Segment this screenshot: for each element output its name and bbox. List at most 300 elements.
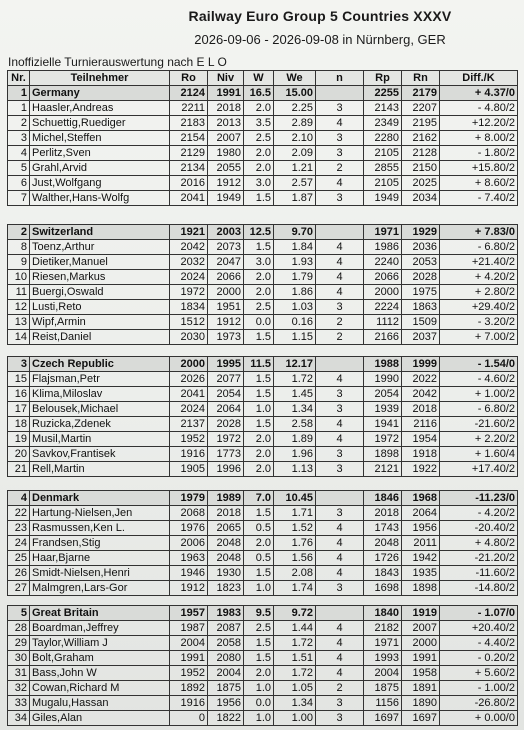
- player-level: 2000: [208, 285, 244, 300]
- player-score: 2.0: [244, 536, 274, 551]
- player-new-rating: 1935: [402, 566, 440, 581]
- player-name: Haar,Bjarne: [30, 551, 170, 566]
- player-level: 2058: [208, 636, 244, 651]
- player-expected: 1.71: [274, 506, 316, 521]
- player-games: 3: [316, 696, 364, 711]
- player-name: Toenz,Arthur: [30, 240, 170, 255]
- player-name: Just,Wolfgang: [30, 176, 170, 191]
- player-new-rating: 2042: [402, 387, 440, 402]
- player-level: 2055: [208, 161, 244, 176]
- player-rating: 1952: [170, 432, 208, 447]
- team-row: [8, 86, 518, 101]
- player-name: Belousek,Michael: [30, 402, 170, 417]
- player-number: 11: [8, 285, 30, 300]
- player-level: 2073: [208, 240, 244, 255]
- player-expected: 1.44: [274, 621, 316, 636]
- player-difference: +29.40/2: [440, 300, 518, 315]
- team-score: 12.5: [244, 225, 274, 240]
- player-level: 1912: [208, 315, 244, 330]
- player-name: Flajsman,Petr: [30, 372, 170, 387]
- team-table: [7, 356, 518, 477]
- player-rating: 2134: [170, 161, 208, 176]
- player-name: Malmgren,Lars-Gor: [30, 581, 170, 596]
- player-games: 3: [316, 402, 364, 417]
- player-row: [8, 330, 518, 345]
- player-row: [8, 240, 518, 255]
- player-performance: 2143: [364, 101, 402, 116]
- player-number: 27: [8, 581, 30, 596]
- player-row: [8, 146, 518, 161]
- player-performance: 2054: [364, 387, 402, 402]
- player-performance: 2066: [364, 270, 402, 285]
- player-row: [8, 681, 518, 696]
- player-performance: 1156: [364, 696, 402, 711]
- player-score: 1.5: [244, 417, 274, 432]
- player-row: [8, 300, 518, 315]
- player-expected: 1.00: [274, 711, 316, 726]
- player-row: [8, 176, 518, 191]
- player-performance: 1986: [364, 240, 402, 255]
- player-name: Bolt,Graham: [30, 651, 170, 666]
- player-difference: + 8.00/2: [440, 131, 518, 146]
- player-row: [8, 161, 518, 176]
- player-level: 1773: [208, 447, 244, 462]
- player-rating: 2006: [170, 536, 208, 551]
- team-level: 2003: [208, 225, 244, 240]
- player-number: 2: [8, 116, 30, 131]
- player-number: 18: [8, 417, 30, 432]
- player-row: [8, 696, 518, 711]
- player-level: 2048: [208, 551, 244, 566]
- player-rating: 2042: [170, 240, 208, 255]
- player-new-rating: 1922: [402, 462, 440, 477]
- player-expected: 2.58: [274, 417, 316, 432]
- player-performance: 2224: [364, 300, 402, 315]
- player-number: 19: [8, 432, 30, 447]
- player-performance: 2105: [364, 176, 402, 191]
- player-rating: 2137: [170, 417, 208, 432]
- player-name: Frandsen,Stig: [30, 536, 170, 551]
- player-games: 3: [316, 300, 364, 315]
- team-games: [316, 606, 364, 621]
- player-games: 4: [316, 372, 364, 387]
- player-name: Riesen,Markus: [30, 270, 170, 285]
- team-name: Switzerland: [30, 225, 170, 240]
- team-performance: 1840: [364, 606, 402, 621]
- player-rating: 2154: [170, 131, 208, 146]
- player-difference: - 4.60/2: [440, 372, 518, 387]
- player-games: 4: [316, 666, 364, 681]
- team-rating: 2124: [170, 86, 208, 101]
- player-expected: 1.72: [274, 636, 316, 651]
- player-performance: 1112: [364, 315, 402, 330]
- player-games: 3: [316, 131, 364, 146]
- player-score: 2.0: [244, 432, 274, 447]
- player-score: 0.0: [244, 315, 274, 330]
- player-level: 1912: [208, 176, 244, 191]
- player-number: 26: [8, 566, 30, 581]
- player-score: 1.0: [244, 711, 274, 726]
- player-games: 2: [316, 315, 364, 330]
- team-score: 7.0: [244, 491, 274, 506]
- player-new-rating: 2053: [402, 255, 440, 270]
- player-rating: 2026: [170, 372, 208, 387]
- team-row: [8, 225, 518, 240]
- player-score: 1.0: [244, 681, 274, 696]
- player-new-rating: 2150: [402, 161, 440, 176]
- team-difference: - 1.07/0: [440, 606, 518, 621]
- player-name: Haasler,Andreas: [30, 101, 170, 116]
- player-name: Walther,Hans-Wolfg: [30, 191, 170, 206]
- player-games: 4: [316, 417, 364, 432]
- player-score: 3.0: [244, 255, 274, 270]
- player-expected: 0.16: [274, 315, 316, 330]
- team-expected: 9.72: [274, 606, 316, 621]
- player-name: Ruzicka,Zdenek: [30, 417, 170, 432]
- team-level: 1995: [208, 357, 244, 372]
- player-expected: 1.72: [274, 372, 316, 387]
- player-number: 15: [8, 372, 30, 387]
- player-games: 4: [316, 432, 364, 447]
- player-difference: + 4.20/2: [440, 270, 518, 285]
- evaluation-note: Inoffizielle Turnierauswertung nach E L O: [8, 55, 227, 69]
- player-rating: 2129: [170, 146, 208, 161]
- player-name: Taylor,William J: [30, 636, 170, 651]
- player-games: 4: [316, 551, 364, 566]
- player-score: 1.5: [244, 387, 274, 402]
- player-rating: 1987: [170, 621, 208, 636]
- team-new-rating: 1968: [402, 491, 440, 506]
- player-games: 4: [316, 566, 364, 581]
- player-difference: - 6.80/2: [440, 240, 518, 255]
- team-table: [7, 70, 518, 206]
- player-row: [8, 315, 518, 330]
- player-level: 2080: [208, 651, 244, 666]
- player-level: 2028: [208, 417, 244, 432]
- player-expected: 1.93: [274, 255, 316, 270]
- team-rating: 1979: [170, 491, 208, 506]
- player-performance: 1898: [364, 447, 402, 462]
- player-number: 6: [8, 176, 30, 191]
- team-difference: - 1.54/0: [440, 357, 518, 372]
- player-expected: 2.09: [274, 146, 316, 161]
- team-name: Czech Republic: [30, 357, 170, 372]
- player-score: 2.0: [244, 462, 274, 477]
- player-score: 3.0: [244, 176, 274, 191]
- player-number: 5: [8, 161, 30, 176]
- player-level: 1996: [208, 462, 244, 477]
- player-difference: +17.40/2: [440, 462, 518, 477]
- player-performance: 2166: [364, 330, 402, 345]
- player-number: 24: [8, 536, 30, 551]
- player-rating: 1952: [170, 666, 208, 681]
- player-name: Rasmussen,Ken L.: [30, 521, 170, 536]
- player-new-rating: 1991: [402, 651, 440, 666]
- player-performance: 1875: [364, 681, 402, 696]
- column-header: We: [274, 71, 316, 86]
- player-score: 1.5: [244, 372, 274, 387]
- player-games: 4: [316, 255, 364, 270]
- player-number: 20: [8, 447, 30, 462]
- player-score: 2.0: [244, 270, 274, 285]
- player-performance: 2105: [364, 146, 402, 161]
- player-score: 2.0: [244, 161, 274, 176]
- player-expected: 1.34: [274, 402, 316, 417]
- player-score: 1.5: [244, 636, 274, 651]
- player-name: Boardman,Jeffrey: [30, 621, 170, 636]
- player-games: 3: [316, 146, 364, 161]
- player-number: 21: [8, 462, 30, 477]
- player-rating: 1916: [170, 696, 208, 711]
- player-difference: +21.40/2: [440, 255, 518, 270]
- player-level: 2013: [208, 116, 244, 131]
- player-level: 2048: [208, 536, 244, 551]
- team-row: [8, 357, 518, 372]
- team-rating: 1957: [170, 606, 208, 621]
- player-score: 1.0: [244, 581, 274, 596]
- player-games: 4: [316, 176, 364, 191]
- player-performance: 2349: [364, 116, 402, 131]
- player-difference: - 6.80/2: [440, 402, 518, 417]
- player-expected: 1.05: [274, 681, 316, 696]
- team-number: 1: [8, 86, 30, 101]
- player-name: Hartung-Nielsen,Jen: [30, 506, 170, 521]
- player-name: Cowan,Richard M: [30, 681, 170, 696]
- player-level: 1822: [208, 711, 244, 726]
- player-row: [8, 417, 518, 432]
- player-performance: 1990: [364, 372, 402, 387]
- player-new-rating: 1891: [402, 681, 440, 696]
- player-new-rating: 1954: [402, 432, 440, 447]
- team-new-rating: 1929: [402, 225, 440, 240]
- player-games: 4: [316, 536, 364, 551]
- player-games: 2: [316, 161, 364, 176]
- player-score: 1.5: [244, 191, 274, 206]
- player-games: 4: [316, 270, 364, 285]
- player-expected: 1.79: [274, 270, 316, 285]
- player-expected: 2.25: [274, 101, 316, 116]
- player-performance: 2182: [364, 621, 402, 636]
- player-performance: 2004: [364, 666, 402, 681]
- player-row: [8, 432, 518, 447]
- header-row: [8, 71, 518, 86]
- player-new-rating: 2007: [402, 621, 440, 636]
- team-score: 16.5: [244, 86, 274, 101]
- player-level: 2018: [208, 101, 244, 116]
- player-name: Schuettig,Ruediger: [30, 116, 170, 131]
- player-level: 2065: [208, 521, 244, 536]
- player-new-rating: 2037: [402, 330, 440, 345]
- player-new-rating: 1975: [402, 285, 440, 300]
- player-difference: + 8.60/2: [440, 176, 518, 191]
- player-row: [8, 651, 518, 666]
- player-new-rating: 1898: [402, 581, 440, 596]
- player-difference: + 2.20/2: [440, 432, 518, 447]
- player-row: [8, 131, 518, 146]
- player-level: 1956: [208, 696, 244, 711]
- team-table: [7, 490, 518, 596]
- player-difference: + 1.60/4: [440, 447, 518, 462]
- player-row: [8, 536, 518, 551]
- player-expected: 1.84: [274, 240, 316, 255]
- player-level: 1951: [208, 300, 244, 315]
- player-expected: 1.45: [274, 387, 316, 402]
- player-performance: 2000: [364, 285, 402, 300]
- player-name: Musil,Martin: [30, 432, 170, 447]
- player-row: [8, 521, 518, 536]
- player-difference: -14.80/2: [440, 581, 518, 596]
- player-score: 2.0: [244, 285, 274, 300]
- team-row: [8, 491, 518, 506]
- player-performance: 1971: [364, 636, 402, 651]
- player-number: 17: [8, 402, 30, 417]
- player-row: [8, 636, 518, 651]
- team-new-rating: 1919: [402, 606, 440, 621]
- player-number: 10: [8, 270, 30, 285]
- player-difference: -26.80/2: [440, 696, 518, 711]
- player-games: 4: [316, 621, 364, 636]
- player-games: 3: [316, 506, 364, 521]
- tournament-title: Railway Euro Group 5 Countries XXXV: [188, 8, 452, 24]
- player-name: Savkov,Frantisek: [30, 447, 170, 462]
- player-new-rating: 1956: [402, 521, 440, 536]
- player-row: [8, 101, 518, 116]
- player-difference: +15.80/2: [440, 161, 518, 176]
- team-games: [316, 225, 364, 240]
- player-rating: 2211: [170, 101, 208, 116]
- player-new-rating: 1863: [402, 300, 440, 315]
- player-games: 3: [316, 711, 364, 726]
- player-score: 2.0: [244, 146, 274, 161]
- player-name: Wipf,Armin: [30, 315, 170, 330]
- column-header: n: [316, 71, 364, 86]
- player-row: [8, 402, 518, 417]
- player-games: 4: [316, 285, 364, 300]
- player-row: [8, 666, 518, 681]
- player-number: 25: [8, 551, 30, 566]
- team-number: 2: [8, 225, 30, 240]
- player-name: Grahl,Arvid: [30, 161, 170, 176]
- player-rating: 1916: [170, 447, 208, 462]
- player-performance: 1939: [364, 402, 402, 417]
- player-level: 1930: [208, 566, 244, 581]
- player-new-rating: 1958: [402, 666, 440, 681]
- player-level: 2077: [208, 372, 244, 387]
- player-rating: 1834: [170, 300, 208, 315]
- player-level: 1875: [208, 681, 244, 696]
- player-expected: 1.03: [274, 300, 316, 315]
- player-number: 14: [8, 330, 30, 345]
- player-expected: 2.10: [274, 131, 316, 146]
- player-score: 2.0: [244, 447, 274, 462]
- player-rating: 0: [170, 711, 208, 726]
- player-rating: 2016: [170, 176, 208, 191]
- player-performance: 1697: [364, 711, 402, 726]
- player-rating: 1972: [170, 285, 208, 300]
- player-rating: 1912: [170, 581, 208, 596]
- player-score: 2.5: [244, 621, 274, 636]
- player-row: [8, 191, 518, 206]
- player-level: 2066: [208, 270, 244, 285]
- player-rating: 1976: [170, 521, 208, 536]
- player-new-rating: 2025: [402, 176, 440, 191]
- player-number: 1: [8, 101, 30, 116]
- team-table: [7, 224, 518, 345]
- player-difference: -21.60/2: [440, 417, 518, 432]
- player-row: [8, 462, 518, 477]
- player-number: 22: [8, 506, 30, 521]
- player-expected: 1.96: [274, 447, 316, 462]
- player-rating: 2183: [170, 116, 208, 131]
- player-row: [8, 551, 518, 566]
- player-expected: 1.74: [274, 581, 316, 596]
- player-new-rating: 2018: [402, 402, 440, 417]
- column-header: Rp: [364, 71, 402, 86]
- player-rating: 2041: [170, 191, 208, 206]
- player-new-rating: 2128: [402, 146, 440, 161]
- player-new-rating: 1697: [402, 711, 440, 726]
- player-new-rating: 1918: [402, 447, 440, 462]
- player-number: 9: [8, 255, 30, 270]
- player-score: 2.0: [244, 101, 274, 116]
- player-expected: 1.21: [274, 161, 316, 176]
- team-rating: 1921: [170, 225, 208, 240]
- player-level: 1949: [208, 191, 244, 206]
- player-performance: 1843: [364, 566, 402, 581]
- player-name: Bass,John W: [30, 666, 170, 681]
- player-expected: 2.57: [274, 176, 316, 191]
- player-games: 4: [316, 521, 364, 536]
- player-number: 29: [8, 636, 30, 651]
- player-score: 1.5: [244, 240, 274, 255]
- player-expected: 1.86: [274, 285, 316, 300]
- player-games: 3: [316, 447, 364, 462]
- player-expected: 1.87: [274, 191, 316, 206]
- player-difference: - 4.40/2: [440, 636, 518, 651]
- player-new-rating: 1942: [402, 551, 440, 566]
- player-score: 1.5: [244, 506, 274, 521]
- player-row: [8, 255, 518, 270]
- player-new-rating: 1509: [402, 315, 440, 330]
- player-rating: 2030: [170, 330, 208, 345]
- team-row: [8, 606, 518, 621]
- player-level: 1972: [208, 432, 244, 447]
- player-rating: 2041: [170, 387, 208, 402]
- player-difference: - 1.00/2: [440, 681, 518, 696]
- player-row: [8, 387, 518, 402]
- player-difference: - 0.20/2: [440, 651, 518, 666]
- team-expected: 9.70: [274, 225, 316, 240]
- player-difference: - 4.80/2: [440, 101, 518, 116]
- player-new-rating: 2028: [402, 270, 440, 285]
- team-number: 3: [8, 357, 30, 372]
- player-expected: 2.08: [274, 566, 316, 581]
- column-header: W: [244, 71, 274, 86]
- player-rating: 1905: [170, 462, 208, 477]
- player-difference: + 5.60/2: [440, 666, 518, 681]
- player-row: [8, 447, 518, 462]
- player-rating: 1963: [170, 551, 208, 566]
- player-rating: 2004: [170, 636, 208, 651]
- player-level: 2087: [208, 621, 244, 636]
- player-performance: 1949: [364, 191, 402, 206]
- player-performance: 2121: [364, 462, 402, 477]
- team-number: 5: [8, 606, 30, 621]
- team-name: Denmark: [30, 491, 170, 506]
- player-row: [8, 116, 518, 131]
- player-score: 2.0: [244, 666, 274, 681]
- player-difference: + 4.80/2: [440, 536, 518, 551]
